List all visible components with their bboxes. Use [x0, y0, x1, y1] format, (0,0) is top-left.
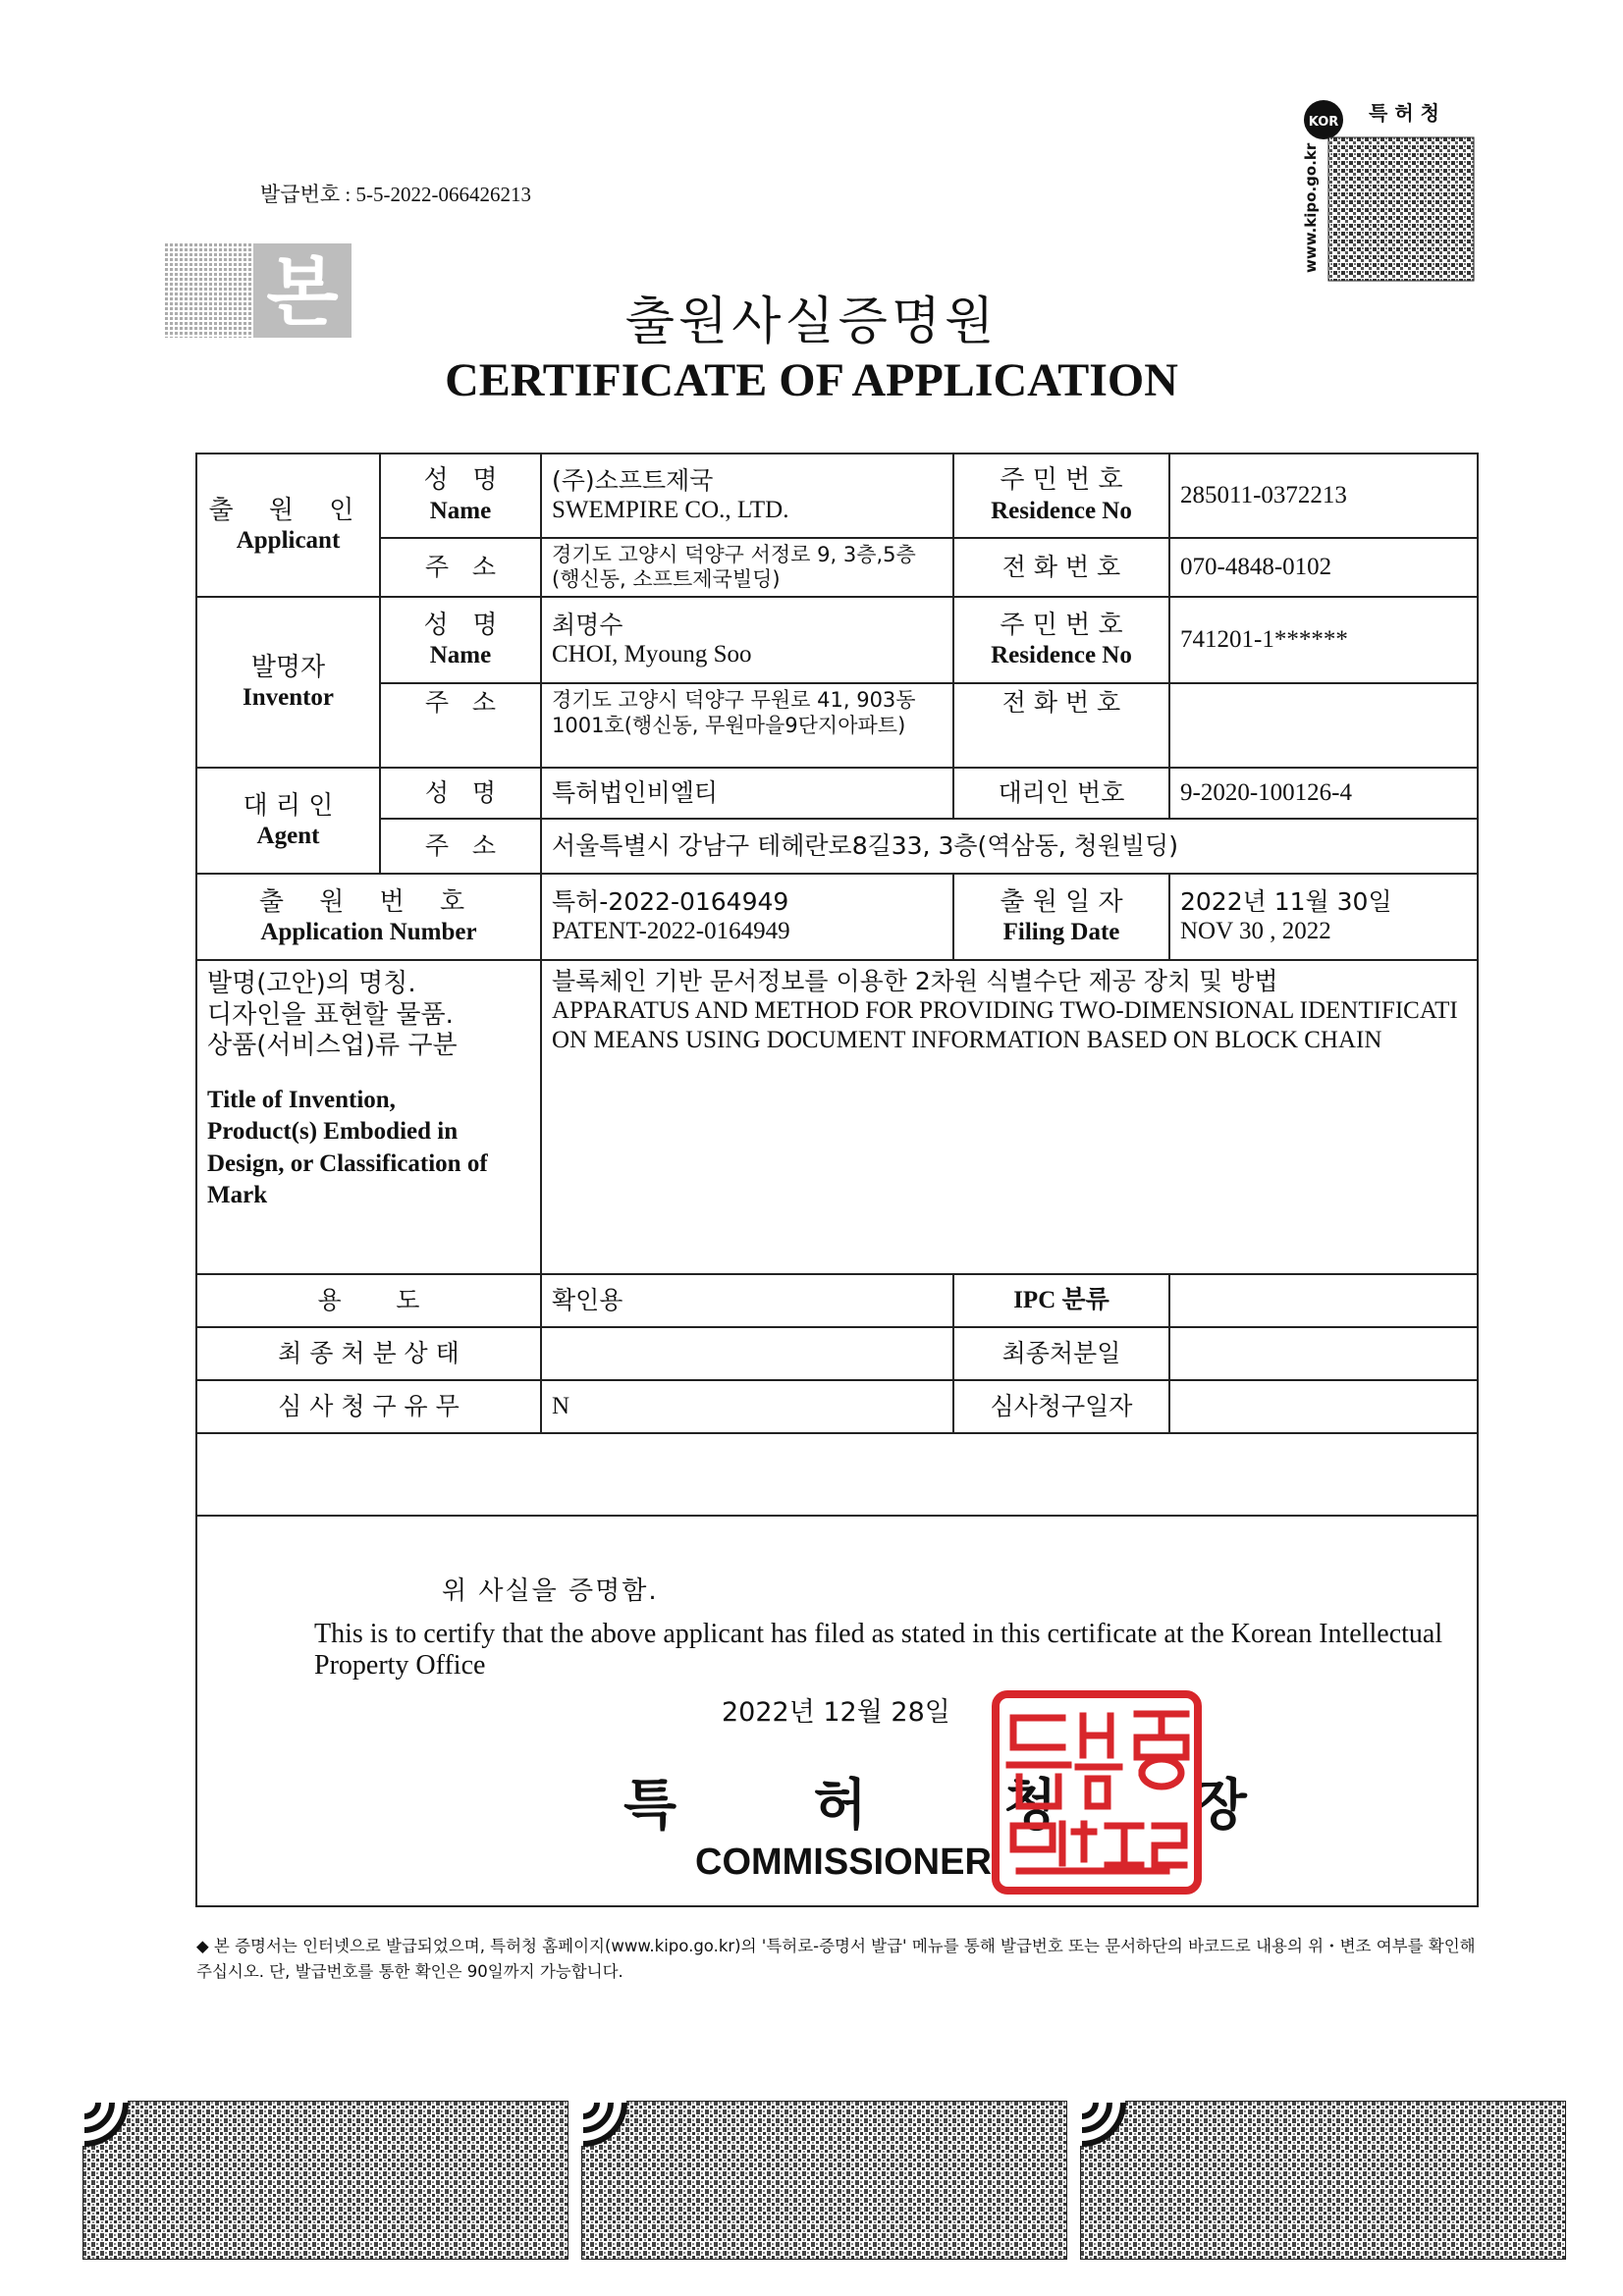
- applicant-phone: 070-4848-0102: [1169, 538, 1478, 597]
- applicant-residence-no: 285011-0372213: [1169, 454, 1478, 538]
- svg-text:www.kipo.go.kr: www.kipo.go.kr: [1302, 142, 1320, 273]
- final-date-label: 최종처분일: [953, 1327, 1169, 1380]
- agent-address-label: 주 소: [380, 819, 541, 874]
- agent-address: 서울특별시 강남구 테헤란로8길33, 3층(역삼동, 청원빌딩): [541, 819, 1478, 874]
- official-seal-icon: [990, 1688, 1204, 1896]
- usage-value: 확인용: [541, 1274, 953, 1327]
- ipc-label: IPC 분류: [953, 1274, 1169, 1327]
- certification-date: 2022년 12월 28일: [722, 1697, 950, 1728]
- exam-date-label: 심사청구일자: [953, 1380, 1169, 1433]
- exam-date-value: [1169, 1380, 1478, 1433]
- inventor-address: 경기도 고양시 덕양구 무원로 41, 903동 1001호(행신동, 무원마을9단지아파트): [541, 683, 953, 768]
- applicant-residence-label: 주 민 번 호 Residence No: [953, 454, 1169, 538]
- applicant-address: 경기도 고양시 덕양구 서정로 9, 3층,5층(행신동, 소프트제국빌딩): [541, 538, 953, 597]
- agent-number: 9-2020-100126-4: [1169, 768, 1478, 819]
- commissioner-korean: 특 허 청 장: [623, 1774, 1306, 1838]
- inventor-address-label: 주 소: [380, 683, 541, 768]
- agent-label: 대 리 인 Agent: [196, 768, 380, 874]
- title-english: CERTIFICATE OF APPLICATION: [445, 354, 1178, 406]
- barcode-3: [1080, 2101, 1566, 2260]
- svg-text:KOR: KOR: [1308, 115, 1339, 130]
- svg-text:특 허 청: 특 허 청: [1369, 101, 1439, 125]
- inventor-residence-label: 주 민 번 호 Residence No: [953, 597, 1169, 683]
- certify-korean: 위 사실을 증명함.: [442, 1576, 659, 1606]
- applicant-label: 출 원 인 Applicant: [196, 454, 380, 597]
- issue-number: 발급번호 : 5-5-2022-066426213: [260, 183, 531, 206]
- exam-request-label: 심 사 청 구 유 무: [196, 1380, 541, 1433]
- applicant-address-label: 주 소: [380, 538, 541, 597]
- final-status-value: [541, 1327, 953, 1380]
- usage-label: 용 도: [196, 1274, 541, 1327]
- inventor-name: 최명수 CHOI, Myoung Soo: [541, 597, 953, 683]
- footnote: ◆ 본 증명서는 인터넷으로 발급되었으며, 특허청 홈페이지(www.kipo.go.kr)의 '특허로-증명서 발급' 메뉴를 통해 발급번호 또는 문서하단의 바코드로 내용의 위・변조 여부를 확인해 주십시오. 단, 발급번호를 통한 확인은 90일까지 가능합니다.: [196, 1937, 1476, 1981]
- application-number-label: 출 원 번 호 Application Number: [196, 874, 541, 960]
- certify-english: This is to certify that the above applicant has filed as stated in this certificate at the Korean Intellectual Property Office: [314, 1619, 1443, 1682]
- final-status-label: 최 종 처 분 상 태: [196, 1327, 541, 1380]
- application-number: 특허-2022-0164949 PATENT-2022-0164949: [541, 874, 953, 960]
- blank-row: [196, 1433, 1478, 1516]
- agent-name: 특허법인비엘티: [541, 768, 953, 819]
- barcode-1: [82, 2101, 568, 2260]
- agent-number-label: 대리인 번호: [953, 768, 1169, 819]
- inventor-phone: [1169, 683, 1478, 768]
- inventor-phone-label: 전 화 번 호: [953, 683, 1169, 768]
- exam-request-value: N: [541, 1380, 953, 1433]
- applicant-name: (주)소프트제국 SWEMPIRE CO., LTD.: [541, 454, 953, 538]
- inventor-residence-no: 741201-1******: [1169, 597, 1478, 683]
- filing-date: 2022년 11월 30일 NOV 30 , 2022: [1169, 874, 1478, 960]
- ipc-value: [1169, 1274, 1478, 1327]
- applicant-phone-label: 전 화 번 호: [953, 538, 1169, 597]
- barcode-2: [581, 2101, 1067, 2260]
- agent-name-label: 성 명: [380, 768, 541, 819]
- certification-text: [314, 1571, 1443, 1682]
- commissioner-english: COMMISSIONER: [695, 1842, 992, 1883]
- inventor-label: 발명자 Inventor: [196, 597, 380, 768]
- filing-date-label: 출 원 일 자 Filing Date: [953, 874, 1169, 960]
- applicant-name-label: 성 명 Name: [380, 454, 541, 538]
- title-korean: 출원사실증명원: [624, 293, 999, 351]
- inventor-name-label: 성 명 Name: [380, 597, 541, 683]
- invention-title: 블록체인 기반 문서정보를 이용한 2차원 식별수단 제공 장치 및 방법 APPARATUS AND METHOD FOR PROVIDING TWO-DIMENSIONAL IDENTIFICATION MEANS USING DOCUMENT INFORMATION BASED ON BLOCK CHAIN: [541, 960, 1478, 1274]
- final-date-value: [1169, 1327, 1478, 1380]
- original-mark: 본: [266, 248, 339, 336]
- invention-label: 발명(고안)의 명칭. 디자인을 표현할 물품. 상품(서비스업)류 구분 Title of Invention, Product(s) Embodied in Design, or Classification of Mark: [196, 960, 541, 1274]
- kipo-logo-code: [1294, 98, 1476, 283]
